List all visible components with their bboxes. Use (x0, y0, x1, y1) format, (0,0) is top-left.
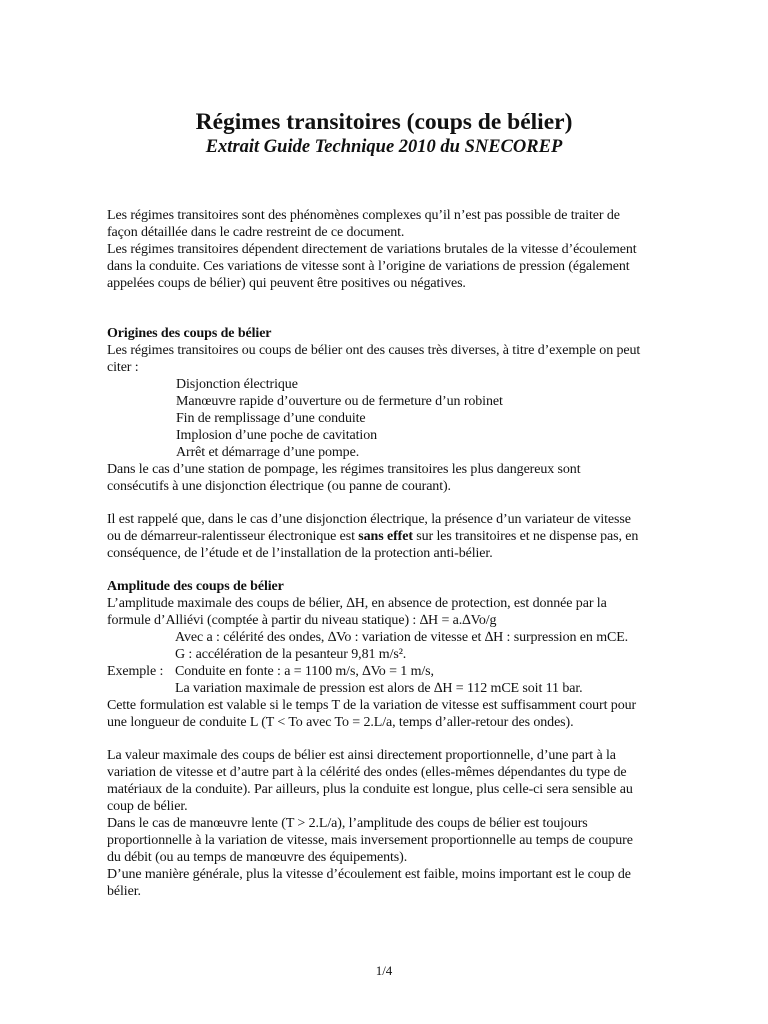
emphasis-sans-effet: sans effet (358, 529, 413, 544)
conclusion-line: La valeur maximale des coups de bélier est ainsi directement proportionnelle, d’une part à la (107, 748, 616, 763)
amplitude-line: formule d’Alliévi (comptée à partir du niveau statique) : ∆H = a.∆Vo/g (107, 613, 497, 628)
amplitude-line: L’amplitude maximale des coups de bélier, ∆H, en absence de protection, est donnée par la (107, 596, 607, 611)
reminder-line (107, 528, 638, 545)
document-title: Régimes transitoires (coups de bélier) (195, 109, 573, 135)
origins-line: citer : (107, 360, 139, 375)
section-heading-amplitude: Amplitude des coups de bélier (107, 579, 284, 594)
origins-list-item: Manœuvre rapide d’ouverture ou de fermeture d’un robinet (176, 394, 503, 409)
conclusion-line: variation de vitesse et d’autre part à la célérité des ondes (elles-mêmes dépendantes du type de (107, 765, 627, 780)
example-label: Exemple : (107, 664, 164, 679)
reminder-line: Il est rappelé que, dans le cas d’une disjonction électrique, la présence d’un variateur de vitesse (107, 512, 631, 527)
conclusion-line: matériaux de la conduite). Par ailleurs, plus la conduite est longue, plus celle-ci sera sensible au (107, 782, 633, 797)
page-number: 1/4 (375, 963, 393, 978)
intro-line: façon détaillée dans le cadre restreint de ce document. (107, 225, 405, 240)
amplitude-line: Conduite en fonte : a = 1100 m/s, ∆Vo = 1 m/s, (175, 664, 434, 679)
intro-line: Les régimes transitoires dépendent directement de variations brutales de la vitesse d’écoulement (107, 242, 637, 257)
intro-line: appelées coups de bélier) qui peuvent être positives ou négatives. (107, 276, 466, 291)
origins-line: consécutifs à une disjonction électrique (ou panne de courant). (107, 479, 451, 494)
origins-list-item: Disjonction électrique (176, 377, 298, 392)
reminder-line: conséquence, de l’étude et de l’installation de la protection anti-bélier. (107, 546, 493, 561)
document-subtitle: Extrait Guide Technique 2010 du SNECOREP (205, 137, 563, 157)
amplitude-line: Cette formulation est valable si le temps T de la variation de vitesse est suffisamment court pour (107, 698, 637, 713)
origins-list-item: Arrêt et démarrage d’une pompe. (176, 445, 360, 460)
amplitude-line: G : accélération de la pesanteur 9,81 m/s². (175, 647, 407, 662)
origins-line: Dans le cas d’une station de pompage, les régimes transitoires les plus dangereux sont (107, 462, 581, 477)
intro-line: dans la conduite. Ces variations de vitesse sont à l’origine de variations de pression (également (107, 259, 630, 274)
reminder-text: sur les transitoires et ne dispense pas, en (412, 529, 639, 544)
amplitude-line: La variation maximale de pression est alors de ∆H = 112 mCE soit 11 bar. (175, 681, 583, 696)
intro-line: Les régimes transitoires sont des phénomènes complexes qu’il n’est pas possible de traiter de (107, 208, 620, 223)
origins-list-item: Implosion d’une poche de cavitation (176, 428, 377, 443)
conclusion-line: coup de bélier. (107, 799, 188, 814)
origins-list-item: Fin de remplissage d’une conduite (176, 411, 366, 426)
conclusion-line: Dans le cas de manœuvre lente (T > 2.L/a), l’amplitude des coups de bélier est toujours (107, 816, 588, 831)
section-heading-origins: Origines des coups de bélier (107, 326, 272, 341)
conclusion-line: du débit (ou au temps de manœuvre des équipements). (107, 850, 408, 865)
amplitude-line: une longueur de conduite L (T < To avec To = 2.L/a, temps d’aller-retour des ondes). (107, 715, 574, 730)
amplitude-line: Avec a : célérité des ondes, ∆Vo : variation de vitesse et ∆H : surpression en mCE. (175, 630, 629, 645)
origins-line: Les régimes transitoires ou coups de bélier ont des causes très diverses, à titre d’exemple on peut (107, 343, 641, 358)
conclusion-line: D’une manière générale, plus la vitesse d’écoulement est faible, moins important est le coup de (107, 867, 631, 882)
conclusion-line: bélier. (107, 884, 141, 899)
conclusion-line: proportionnelle à la variation de vitesse, mais inversement proportionnelle au temps de coupure (107, 833, 633, 848)
reminder-text: ou de démarreur-ralentisseur électronique est (107, 529, 359, 544)
